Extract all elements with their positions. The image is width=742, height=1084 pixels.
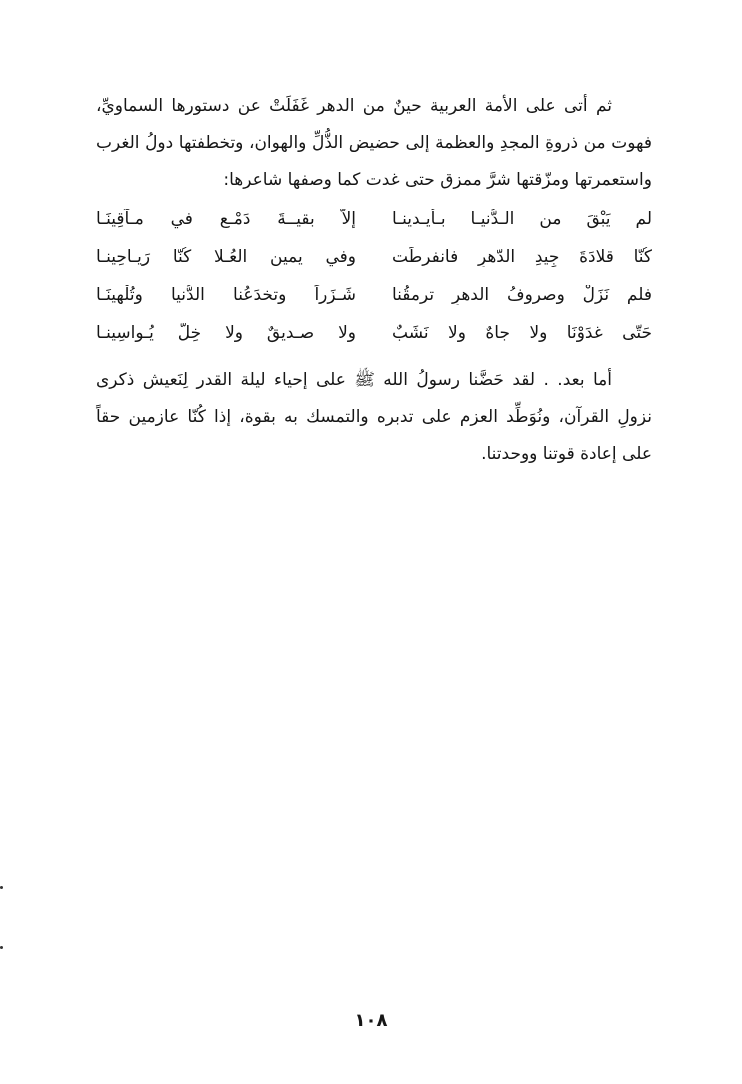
closing-paragraph: أما بعد. . لقد حَضَّنا رسولُ الله ﷺ على إحياء ليلة القدر لِنَعيش ذكرى نزولِ القرآن، ونُوَطِّد العزم على تدبره والتمسك به بقوة، إذا كُنّا عازمين حقاً على إعادة قوتنا ووحدتنا.	[96, 370, 652, 464]
verse-second-hemistich: ولا صـديقٌ ولا خِلٌّ يُـواسِينـا	[96, 323, 356, 343]
poem-verse	[96, 314, 652, 352]
scan-mark	[0, 886, 3, 889]
page-number: ١٠٨	[354, 1010, 388, 1031]
poem-verse	[96, 276, 652, 314]
verse-first-hemistich: كُنّا قلادَةَ جِيدِ الدّهرِ فانفرطَت	[392, 247, 652, 267]
poem-verse	[96, 200, 652, 238]
verse-second-hemistich: وفي يمينِ العُـلا كُنّا رَيـاحِينـا	[96, 247, 356, 267]
poem	[96, 200, 652, 352]
scan-mark	[0, 946, 3, 949]
verse-first-hemistich: فلم نَزَلْ وصروفُ الدهرِ ترمقُنا	[392, 285, 652, 305]
intro-paragraph: ثم أتى على الأمة العربية حينٌ من الدهر غَفَلَتْ عن دستورها السماويِّ، فهوت من ذروةِ المجدِ والعظمة إلى حضيض الذُّلِّ والهوان، وتخطفتها دولُ الغرب واستعمرتها ومزّقتها شرَّ ممزق حتى غدت كما وصفها شاعرها:	[96, 96, 652, 190]
verse-first-hemistich: لم يَبْقَ من الـدُّنيـا بـأيـدينـا	[392, 209, 652, 229]
verse-second-hemistich: شَـزَراً وتخدَعُنا الدُّنيا وتُلْهِينَـا	[96, 285, 356, 305]
verse-first-hemistich: حَتّى غدَوْنَا ولا جاهٌ ولا نَشَبٌ	[392, 323, 652, 343]
poem-verse	[96, 238, 652, 276]
verse-second-hemistich: إلاّ بقيــةَ دَمْـعٍ في مـآقِينَـا	[96, 209, 356, 229]
